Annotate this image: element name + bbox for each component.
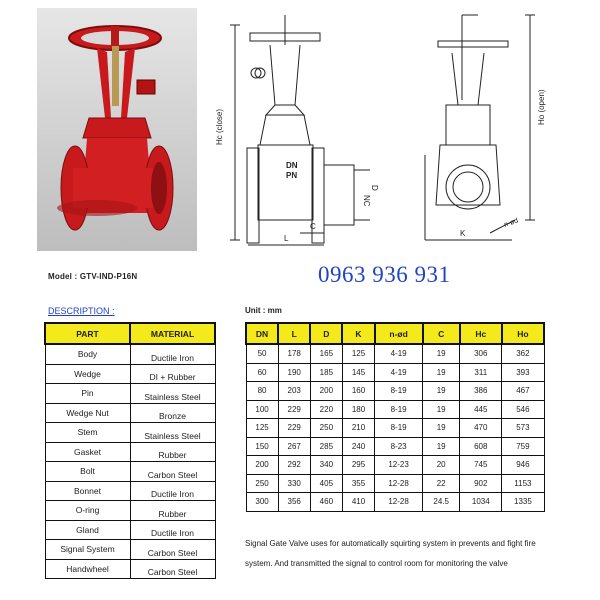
parts-row (45, 442, 215, 462)
part-material: Bronze (130, 403, 215, 423)
valve-photo (37, 8, 197, 251)
dim-header-cell: Ho (502, 323, 544, 344)
dim-label-l: L (284, 234, 289, 243)
parts-row (45, 520, 215, 540)
parts-row (45, 364, 215, 384)
dim-cell: 19 (423, 419, 460, 438)
dim-cell: 355 (342, 474, 374, 493)
dim-cell: 12-28 (375, 474, 423, 493)
parts-row (45, 462, 215, 482)
dim-cell: 145 (342, 363, 374, 382)
part-name: Gland (45, 520, 130, 540)
dim-cell: 285 (310, 437, 342, 456)
dim-header-cell: Hc (460, 323, 502, 344)
part-material: Carbon Steel (130, 462, 215, 482)
part-material: Rubber (130, 442, 215, 462)
dim-cell: 8-19 (375, 400, 423, 419)
part-material: DI + Rubber (130, 364, 215, 384)
dim-cell: 19 (423, 382, 460, 401)
part-material: Ductile Iron (130, 520, 215, 540)
part-material: Stainless Steel (130, 423, 215, 443)
dim-cell: 229 (278, 400, 310, 419)
parts-row (45, 540, 215, 560)
dim-cell: 902 (460, 474, 502, 493)
dim-cell: 22 (423, 474, 460, 493)
dim-cell: 608 (460, 437, 502, 456)
dim-cell: 190 (278, 363, 310, 382)
dim-cell: 356 (278, 493, 310, 512)
parts-row (45, 403, 215, 423)
dim-header-cell: D (310, 323, 342, 344)
dim-cell: 1034 (460, 493, 502, 512)
dim-cell: 470 (460, 419, 502, 438)
dim-cell: 300 (246, 493, 278, 512)
dim-header-cell: n-ød (375, 323, 423, 344)
dim-cell: 12-23 (375, 456, 423, 475)
dim-header-cell: K (342, 323, 374, 344)
dim-header-cell: L (278, 323, 310, 344)
part-name: Stem (45, 423, 130, 443)
parts-row (45, 423, 215, 443)
dimensions-row (246, 456, 544, 475)
dim-cell: 460 (310, 493, 342, 512)
part-name: Bolt (45, 462, 130, 482)
dim-cell: 330 (278, 474, 310, 493)
header-part: PART (45, 323, 130, 344)
part-material: Carbon Steel (130, 540, 215, 560)
dimensions-row (246, 363, 544, 382)
dim-cell: 80 (246, 382, 278, 401)
dim-cell: 125 (342, 344, 374, 363)
dim-cell: 362 (502, 344, 544, 363)
part-name: Gasket (45, 442, 130, 462)
dimensions-row (246, 400, 544, 419)
dim-label-ho: Ho (open) (537, 89, 546, 125)
dim-cell: 759 (502, 437, 544, 456)
dim-cell: 150 (246, 437, 278, 456)
dimensions-row (246, 382, 544, 401)
dim-cell: 178 (278, 344, 310, 363)
dim-label-k: K (460, 229, 466, 238)
dim-cell: 50 (246, 344, 278, 363)
dim-cell: 60 (246, 363, 278, 382)
dim-cell: 546 (502, 400, 544, 419)
dim-cell: 1335 (502, 493, 544, 512)
part-name: Bonnet (45, 481, 130, 501)
technical-drawing (200, 5, 595, 260)
part-name: Wedge Nut (45, 403, 130, 423)
dim-cell: 4-19 (375, 363, 423, 382)
dim-label-hc: Hc (close) (215, 108, 224, 145)
dim-cell: 180 (342, 400, 374, 419)
model-label: Model : GTV-IND-P16N (48, 272, 138, 281)
parts-table (44, 322, 216, 579)
dim-cell: 229 (278, 419, 310, 438)
parts-row (45, 501, 215, 521)
dim-cell: 165 (310, 344, 342, 363)
dim-cell: 311 (460, 363, 502, 382)
parts-row (45, 481, 215, 501)
dim-label-dn: DN (286, 161, 298, 170)
dim-cell: 267 (278, 437, 310, 456)
header-material: MATERIAL (130, 323, 215, 344)
dim-cell: 340 (310, 456, 342, 475)
dim-cell: 12-28 (375, 493, 423, 512)
description-title: DESCRIPTION : (48, 306, 115, 316)
dim-cell: 185 (310, 363, 342, 382)
dimensions-row (246, 419, 544, 438)
parts-table-header (45, 323, 215, 344)
part-material: Ductile Iron (130, 344, 215, 364)
dim-cell: 20 (423, 456, 460, 475)
dim-cell: 240 (342, 437, 374, 456)
dimensions-row (246, 493, 544, 512)
dim-cell: 200 (310, 382, 342, 401)
dim-cell: 946 (502, 456, 544, 475)
dim-cell: 210 (342, 419, 374, 438)
dim-cell: 24.5 (423, 493, 460, 512)
dim-cell: 19 (423, 400, 460, 419)
dim-cell: 745 (460, 456, 502, 475)
dim-cell: 125 (246, 419, 278, 438)
dimensions-table (245, 322, 545, 512)
dim-cell: 410 (342, 493, 374, 512)
dim-cell: 467 (502, 382, 544, 401)
dim-label-pn: PN (286, 171, 298, 180)
dim-cell: 8-19 (375, 382, 423, 401)
part-name: Handwheel (45, 559, 130, 579)
dim-cell: 292 (278, 456, 310, 475)
dim-cell: 200 (246, 456, 278, 475)
dim-cell: 306 (460, 344, 502, 363)
dim-cell: 220 (310, 400, 342, 419)
dim-cell: 203 (278, 382, 310, 401)
dim-cell: 8-23 (375, 437, 423, 456)
phone-number[interactable]: 0963 936 931 (318, 262, 451, 287)
dim-cell: 386 (460, 382, 502, 401)
dimensions-row (246, 474, 544, 493)
dim-cell: 1153 (502, 474, 544, 493)
dim-cell: 295 (342, 456, 374, 475)
dim-label-nc: NC (362, 195, 371, 207)
dim-label-nod: n-ød (503, 217, 520, 229)
dim-cell: 250 (310, 419, 342, 438)
dim-label-c: C (310, 222, 316, 231)
dim-label-d: D (370, 185, 379, 191)
dim-cell: 573 (502, 419, 544, 438)
part-name: Body (45, 344, 130, 364)
parts-row (45, 344, 215, 364)
dim-header-cell: DN (246, 323, 278, 344)
part-name: Signal System (45, 540, 130, 560)
dim-cell: 250 (246, 474, 278, 493)
part-material: Ductile Iron (130, 481, 215, 501)
dim-cell: 8-19 (375, 419, 423, 438)
dim-cell: 100 (246, 400, 278, 419)
dim-cell: 393 (502, 363, 544, 382)
part-material: Carbon Steel (130, 559, 215, 579)
dim-cell: 19 (423, 344, 460, 363)
product-note: Signal Gate Valve uses for automatically squirting system in prevents and fight fire system. And transmitted the signal to control room for monitoring the valve (245, 539, 536, 568)
part-name: Pin (45, 384, 130, 404)
part-name: O-ring (45, 501, 130, 521)
parts-row (45, 559, 215, 579)
dim-cell: 445 (460, 400, 502, 419)
dim-cell: 160 (342, 382, 374, 401)
dim-cell: 19 (423, 363, 460, 382)
dimensions-table-header (246, 323, 544, 344)
part-material: Stainless Steel (130, 384, 215, 404)
dim-cell: 405 (310, 474, 342, 493)
dim-header-cell: C (423, 323, 460, 344)
part-material: Rubber (130, 501, 215, 521)
dimensions-row (246, 344, 544, 363)
dim-cell: 19 (423, 437, 460, 456)
parts-row (45, 384, 215, 404)
part-name: Wedge (45, 364, 130, 384)
unit-label: Unit : mm (245, 306, 282, 315)
dimensions-row (246, 437, 544, 456)
dim-cell: 4-19 (375, 344, 423, 363)
